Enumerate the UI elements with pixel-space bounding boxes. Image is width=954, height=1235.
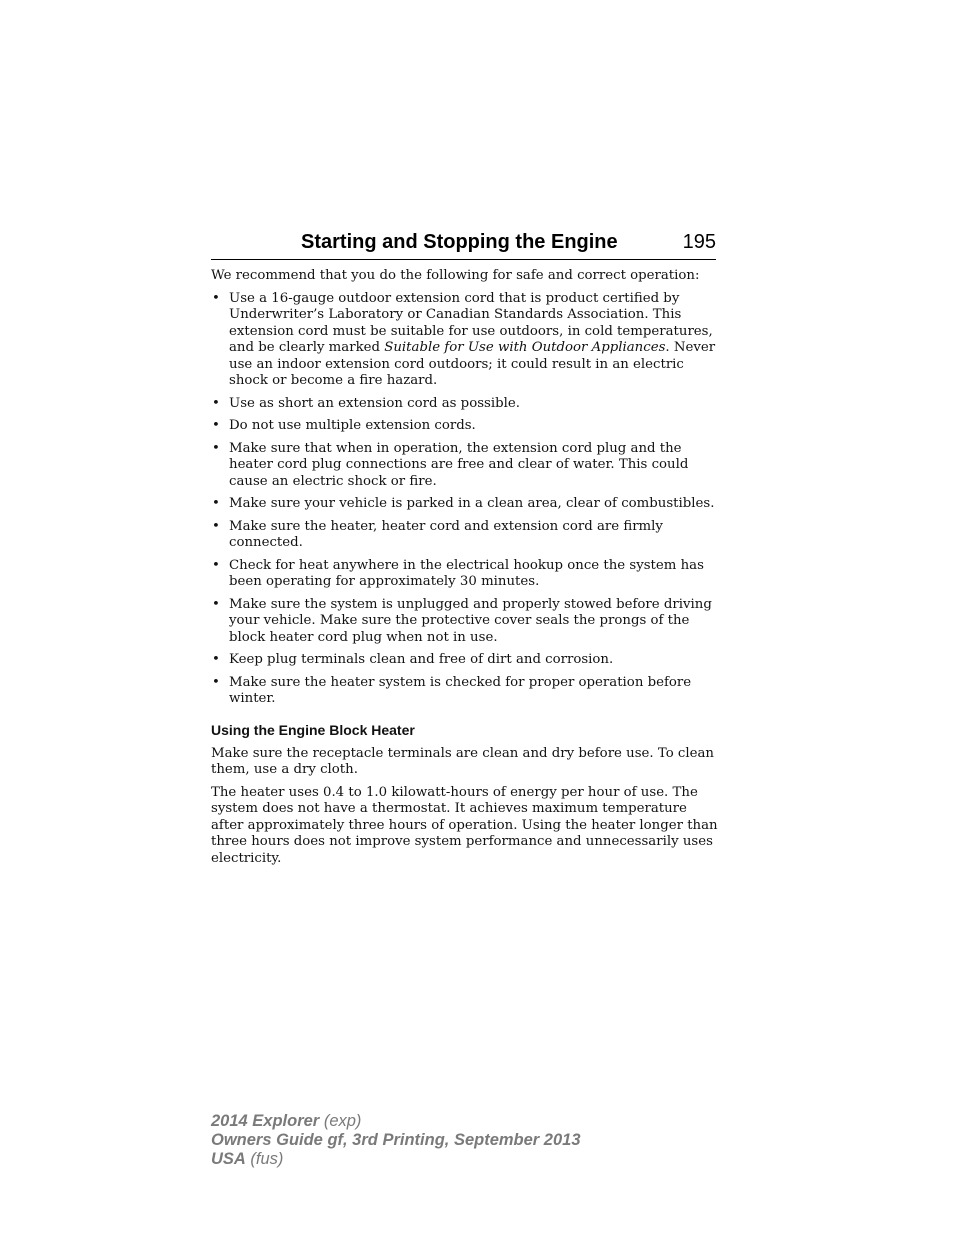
footer-line-region: USA (fus) xyxy=(211,1150,284,1168)
bullet-icon: • xyxy=(212,674,220,690)
intro-paragraph: We recommend that you do the following for safe and correct operation: xyxy=(211,268,700,283)
bullet-icon: • xyxy=(212,440,220,456)
list-item xyxy=(211,441,721,491)
list-item xyxy=(211,396,721,413)
bullet-icon: • xyxy=(212,496,220,511)
bullet-icon: • xyxy=(212,290,220,306)
bullet-text: Make sure the system is unplugged and properly stowed before driving your vehicle. Make sure the protective cover seals the prongs of the block heater cord plug when not in use. xyxy=(229,596,712,645)
bullet-text: Make sure the heater, heater cord and extension cord are firmly connected. xyxy=(229,518,663,550)
bullet-icon: • xyxy=(212,557,220,573)
bullet-text: Do not use multiple extension cords. xyxy=(229,418,476,433)
bullet-icon: • xyxy=(212,395,220,411)
list-item xyxy=(211,418,721,435)
page-body xyxy=(211,268,721,873)
bullet-icon: • xyxy=(212,418,220,433)
list-item xyxy=(211,597,721,647)
bullet-text: Make sure the heater system is checked for proper operation before winter. xyxy=(229,674,692,706)
bullet-text: . Never use an indoor extension cord outdoors; it could result in an electric shock or become a fire hazard. xyxy=(229,340,716,388)
safety-bullet-list xyxy=(211,291,721,708)
section-paragraph: Make sure the receptacle terminals are clean and dry before use. To clean them, use a dry cloth. xyxy=(211,745,714,777)
bullet-icon: • xyxy=(212,652,220,667)
section-heading: Using the Engine Block Heater xyxy=(211,721,415,738)
bullet-text: Check for heat anywhere in the electrical hookup once the system has been operating for approximately 30 minutes. xyxy=(229,557,704,589)
footer-line-model: 2014 Explorer (exp) xyxy=(211,1112,362,1130)
page-header xyxy=(211,229,716,260)
page-footer xyxy=(211,1112,581,1169)
bullet-text: Make sure that when in operation, the extension cord plug and the heater cord plug connections are free and clear of water. This could cause an electric shock or fire. xyxy=(229,440,689,489)
list-item xyxy=(211,291,721,390)
list-item xyxy=(211,519,721,552)
section-paragraph: The heater uses 0.4 to 1.0 kilowatt-hours of energy per hour of use. The system does not have a thermostat. It achieves maximum temperature after approximately three hours of operation. Using the heater longer than three hours does not improve system performance and unnecessarily uses electricity. xyxy=(211,784,718,866)
footer-line-edition: Owners Guide gf, 3rd Printing, September 2013 xyxy=(211,1131,581,1149)
page-title: Starting and Stopping the Engine xyxy=(301,231,618,253)
list-item xyxy=(211,558,721,591)
bullet-text: Use as short an extension cord as possible. xyxy=(229,395,520,411)
list-item xyxy=(211,675,721,708)
list-item xyxy=(211,496,721,513)
bullet-icon: • xyxy=(212,518,220,534)
bullet-text: Keep plug terminals clean and free of dirt and corrosion. xyxy=(229,652,614,667)
list-item xyxy=(211,652,721,669)
bullet-emphasis: Suitable for Use with Outdoor Appliances xyxy=(384,340,666,355)
page-number: 195 xyxy=(682,231,716,253)
bullet-text: Make sure your vehicle is parked in a clean area, clear of combustibles. xyxy=(229,496,715,511)
bullet-icon: • xyxy=(212,596,220,612)
bullet-text: Use a 16-gauge outdoor extension cord that is product certified by Underwriter’s Laboratory or Canadian Standards Association. This extension cord must be suitable for use outdoors, in cold temperatures, and be clearly marked xyxy=(229,290,713,355)
